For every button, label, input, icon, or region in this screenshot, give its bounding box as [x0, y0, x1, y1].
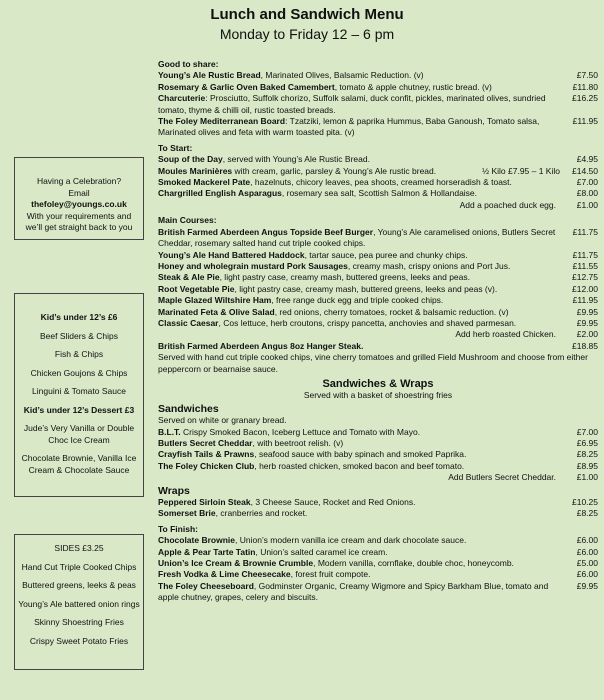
sandwiches-wraps-subtitle: Served with a basket of shoestring fries	[303, 390, 453, 401]
menu-item: British Farmed Aberdeen Angus 8oz Hanger Steak. £18.85	[158, 340, 598, 351]
kids-menu-item: Linguini & Tomato Sauce	[32, 386, 126, 396]
price: £11.95	[572, 295, 598, 306]
side-item: Hand Cut Triple Cooked Chips	[21, 561, 137, 572]
steak-description: Served with hand cut triple cooked chips, vine cherry tomatoes and grilled Field Mushroom and choose from either peppercorn or bearnaise sauce.	[158, 352, 588, 374]
celebration-line: With your requirements and	[26, 210, 132, 221]
menu-title: Lunch and Sandwich Menu	[210, 6, 404, 23]
celebration-email: thefoley@youngs.co.uk	[31, 199, 127, 209]
menu-item: Apple & Pear Tarte Tatin, Union’s salted caramel ice cream. £6.00	[158, 546, 598, 557]
menu-item: Marinated Feta & Olive Salad, red onions, cherry tomatoes, rocket & balsamic reduction. (v) £9.95	[158, 306, 598, 317]
kids-dessert-item: Jude’s Very Vanilla or Double Choc Ice Cream	[23, 423, 135, 445]
price: £8.00	[576, 188, 598, 199]
price: £12.00	[572, 283, 598, 294]
side-item: Skinny Shoestring Fries	[34, 617, 124, 627]
sandwiches-heading: Sandwiches	[158, 402, 219, 415]
price: £7.50	[576, 70, 598, 81]
sides-box	[14, 534, 144, 670]
menu-item: Crayfish Tails & Prawns, seafood sauce with baby spinach and smoked Paprika. £8.25	[158, 449, 598, 460]
menu-item: The Foley Cheeseboard, Godminster Organic, Creamy Wigmore and Spicy Barkham Blue, tomato and apple chutney, grapes, celery and biscuits. £9.95	[158, 580, 598, 603]
price: £11.95	[572, 116, 598, 127]
side-item: Young’s Ale battered onion rings	[18, 598, 140, 609]
kids-menu-item: Beef Sliders & Chips	[40, 330, 118, 341]
main-menu	[158, 55, 598, 604]
section-heading: Main Courses:	[158, 215, 217, 226]
menu-item: Young’s Ale Hand Battered Haddock, tartar sauce, pea puree and chunky chips. £11.75	[158, 249, 598, 260]
price: £8.95	[576, 460, 598, 471]
sandwiches-note: Served on white or granary bread.	[158, 415, 287, 426]
celebration-line: we’ll get straight back to you	[25, 222, 133, 232]
menu-item: Moules Marinières with cream, garlic, parsley & Young’s Ale rustic bread. ½ Kilo £7.95 – 1 Kilo £14.50	[158, 165, 598, 176]
menu-item: Classic Caesar, Cos lettuce, herb croutons, crispy pancetta, anchovies and shaved parmesan. £9.95	[158, 317, 598, 328]
menu-item: Honey and wholegrain mustard Pork Sausages, creamy mash, crispy onions and Port Jus. £11.55	[158, 260, 598, 271]
menu-item: Young’s Ale Rustic Bread, Marinated Olives, Balsamic Reduction. (v) £7.50	[158, 70, 598, 81]
menu-item: The Foley Mediterranean Board: Tzatziki, lemon & paprika Hummus, Baba Ganoush, Tomato salsa, Marinated olives and feta with warm toasted pita. (v) £11.95	[158, 116, 598, 138]
price: £11.75	[572, 226, 598, 237]
price: £7.00	[576, 426, 598, 437]
menu-header	[0, 6, 604, 42]
sandwiches-wraps-title: Sandwiches & Wraps	[322, 377, 434, 390]
menu-item: Butlers Secret Cheddar, with beetroot relish. (v) £6.95	[158, 438, 598, 448]
price: £6.95	[576, 438, 598, 448]
price: £14.50	[572, 165, 598, 176]
kids-dessert-item: Chocolate Brownie, Vanilla Ice Cream & Chocolate Sauce	[21, 453, 137, 475]
menu-item: Chargrilled English Asparagus, rosemary sea salt, Scottish Salmon & Hollandaise. £8.00	[158, 188, 598, 199]
price: £4.95	[576, 154, 598, 165]
price: £9.95	[576, 317, 598, 328]
menu-item: Fresh Vodka & Lime Cheesecake, forest fruit compote. £6.00	[158, 569, 598, 580]
addon-line: Add a poached duck egg. £1.00	[459, 199, 598, 210]
menu-item: Chocolate Brownie, Union’s modern vanilla ice cream and dark chocolate sauce. £6.00	[158, 535, 598, 546]
sides-title: SIDES £3.25	[54, 543, 104, 553]
price: £16.25	[572, 93, 598, 104]
kids-menu-box	[14, 293, 144, 497]
menu-item: Union’s Ice Cream & Brownie Crumble, Modern vanilla, cornflake, double choc, honeycomb. £5.00	[158, 558, 598, 569]
kids-menu-item: Chicken Goujons & Chips	[30, 367, 128, 378]
menu-item: B.L.T. Crispy Smoked Bacon, Iceberg Lettuce and Tomato with Mayo. £7.00	[158, 426, 598, 437]
price: £7.00	[576, 177, 598, 188]
price: £9.95	[576, 306, 598, 317]
price: £8.25	[576, 508, 598, 519]
price: £6.00	[576, 535, 598, 546]
kids-dessert-title: Kid’s under 12’s Dessert £3	[23, 404, 135, 415]
menu-item: The Foley Chicken Club, herb roasted chicken, smoked bacon and beef tomato. £8.95	[158, 460, 598, 471]
kids-menu-title: Kid’s under 12’s £6	[40, 312, 118, 322]
price: £12.75	[572, 272, 598, 283]
price: £11.75	[572, 249, 598, 260]
kids-menu-item: Fish & Chips	[54, 349, 104, 359]
price: £8.25	[576, 449, 598, 460]
celebration-line: Email	[68, 187, 90, 198]
addon-line: Add herb roasted Chicken. £2.00	[455, 329, 598, 340]
side-item: Buttered greens, leeks & peas	[22, 580, 136, 590]
addon-line: Add Butlers Secret Cheddar. £1.00	[448, 472, 598, 483]
menu-item: Root Vegetable Pie, light pastry case, creamy mash, buttered greens, leeks and peas (v). £12.00	[158, 283, 598, 294]
menu-item: Maple Glazed Wiltshire Ham, free range duck egg and triple cooked chips. £11.95	[158, 295, 598, 306]
price: £5.00	[576, 558, 598, 569]
celebration-line: Having a Celebration?	[36, 176, 122, 186]
menu-item: Steak & Ale Pie, light pastry case, creamy mash, buttered greens, leeks and peas. £12.75	[158, 272, 598, 283]
menu-subtitle: Monday to Friday 12 – 6 pm	[219, 26, 395, 42]
menu-item: Somerset Brie, cranberries and rocket. £8.25	[158, 508, 598, 519]
price: £11.80	[572, 81, 598, 92]
section-heading: To Finish:	[158, 523, 198, 534]
section-heading: Good to share:	[158, 59, 219, 69]
menu-item: Rosemary & Garlic Oven Baked Camembert, tomato & apple chutney, rustic bread. (v) £11.80	[158, 81, 598, 92]
price: £6.00	[576, 569, 598, 580]
menu-item: Soup of the Day, served with Young’s Ale Rustic Bread. £4.95	[158, 154, 598, 165]
menu-item: Charcuterie: Prosciutto, Suffolk chorizo, Suffolk salami, duck confit, pickles, marinated olives, sundried tomato, thyme & chilli oil, rustic toasted breads. £16.25	[158, 93, 598, 115]
menu-item: British Farmed Aberdeen Angus Topside Beef Burger, Young’s Ale caramelised onions, Butlers Secret Cheddar, rosemary salted hand cut triple cooked chips. £11.75	[158, 226, 598, 249]
price: £9.95	[576, 580, 598, 591]
price: £10.25	[572, 497, 598, 508]
price: £6.00	[576, 546, 598, 557]
menu-item: Peppered Sirloin Steak, 3 Cheese Sauce, Rocket and Red Onions. £10.25	[158, 497, 598, 508]
celebration-box	[14, 157, 144, 240]
wraps-heading: Wraps	[158, 484, 190, 497]
portion-prices: ½ Kilo £7.95 – 1 Kilo	[482, 165, 560, 176]
price: £11.55	[572, 260, 598, 271]
section-heading: To Start:	[158, 142, 193, 153]
side-item: Crispy Sweet Potato Fries	[29, 635, 129, 646]
price: £18.85	[572, 340, 598, 351]
menu-item: Smoked Mackerel Pate, hazelnuts, chicory leaves, pea shoots, creamed horseradish & toast. £7.00	[158, 177, 598, 188]
